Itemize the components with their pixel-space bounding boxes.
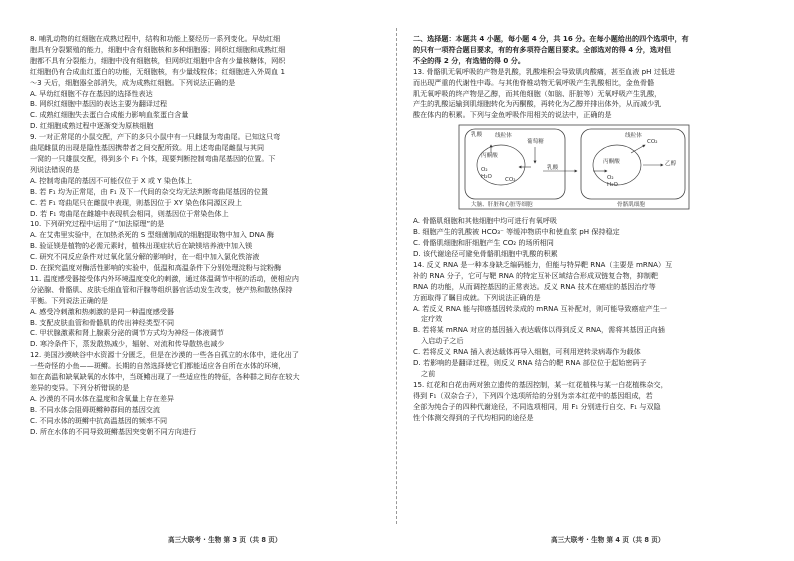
section-line: 的只有一项符合题目要求，有的有多项符合题目要求。全部选对的得 4 分，选对但: [413, 44, 672, 54]
question-13: [413, 67, 763, 260]
q8-line: 胞都不具有分裂能力，细胞中没有细胞核，但网织红细胞中含有少量核糖体，网织: [30, 55, 286, 65]
q10-option-c: C. 研究不同反应条件对过氧化氢分解的影响时，在一组中加入氯化铁溶液: [30, 252, 260, 262]
q14-option-b-cont: 入启动子之后: [421, 336, 464, 346]
question-15: [413, 380, 763, 424]
q14-option-a-cont: 定疗效: [421, 314, 443, 324]
q9-option-a: A. 控制弯曲尾的基因不可能仅位于 X 或 Y 染色体上: [30, 175, 193, 185]
q10-option-b: B. 验证镁是植物的必需元素时，植株出现症状后在缺镁培养液中加入镁: [30, 241, 253, 251]
q11-option-d: D. 寒冷条件下，蒸发散热减少，辐射、对流和传导散热也减少: [30, 339, 225, 349]
cell2-caption: 骨骼肌细胞: [617, 202, 645, 209]
q9-option-b: B. 若 F₁ 均为正常尾，由 F₁ 及下一代间的杂交均无法判断弯曲尾基因的位置: [30, 186, 268, 196]
q14-line: 方面取得了瞩目成就。下列说法正确的是: [413, 292, 541, 302]
q12-line: 差异的变异。下列分析错误的是: [30, 383, 130, 392]
q12-option-a: A. 沙漠的不同水体在温度和含氧量上存在差异: [30, 393, 175, 403]
q14-option-a: A. 若反义 RNA 能与抑癌基因转录成的 mRNA 互补配对，则可能导致癌症产生一: [413, 303, 667, 313]
q12-line: 12. 美国沙漠峡谷中水资源十分匮乏，但是在沙漠的一些各自孤立的水体中，进化出了: [30, 350, 299, 360]
question-9: [30, 132, 380, 219]
q13-option-b: B. 细胞产生的乳酸被 HCO₃⁻ 等缓冲物质中和使血浆 pH 保持稳定: [413, 227, 620, 237]
q14-option-d: D. 若影响的是翻译过程，则反义 RNA 结合的靶 RNA 部位位于起始密码子: [413, 358, 647, 368]
q8-option-a: A. 早幼红细胞不存在基因的选择性表达: [30, 88, 153, 98]
q13-option-a: A. 骨骼肌细胞和其他细胞中均可进行有氧呼吸: [413, 216, 558, 226]
q13-option-d: D. 该代谢途径可避免骨骼肌细胞中乳酸的积累: [413, 248, 558, 258]
q12-line: 如在高温和缺氧缺氧的水体中，当斑鳉出现了一些适应性的特征，各种群之间存在较大: [30, 372, 300, 382]
cell1-mito-label: 线粒体: [495, 133, 512, 140]
q11-line: 平衡。下列说法正确的是: [30, 295, 109, 305]
question-10: [30, 219, 380, 274]
cell2-o2-label: O₂: [607, 175, 614, 182]
q14-line: 补的 RNA 分子，它可与靶 RNA 的特定互补区域结合形成双链复合物，抑制靶: [413, 270, 658, 280]
q15-line: 15. 红花和白花由两对独立遗传的基因控制，某一红花植株与某一白花植株杂交，: [413, 379, 668, 389]
q8-option-b: B. 网织红细胞中基因的表达主要为翻译过程: [30, 99, 168, 109]
q15-line: 全部为纯合子的四种代谢途径，不同选项相同，用 F₁ 分别进行自交、F₁ 与双隐: [413, 401, 661, 411]
q9-line: 9. 一对正常尾的小鼠交配，产下的多只小鼠中有一只雌鼠为弯曲尾。已知这只弯: [30, 132, 281, 142]
cell2-ethanol-label: 乙醇: [665, 161, 677, 168]
cell2-mitochondria: [593, 145, 641, 185]
q11-line: 11. 温度感受器接受体内外环境温度变化的刺激，通过体温调节中枢的活动，使相应内: [30, 273, 299, 283]
page-footer-left: 高三大联考 · 生物 第 3 页（共 8 页）: [168, 536, 282, 544]
q11-option-c: C. 甲状腺激素和肾上腺素分泌的调节方式均为神经－体液调节: [30, 328, 224, 338]
q14-option-b: B. 若将某 mRNA 对应的基因插入表达载体以得到反义 RNA，需将其基因正向插: [413, 325, 665, 335]
metabolism-diagram: [431, 123, 721, 213]
q14-option-d-cont: 之前: [421, 368, 436, 378]
section-line: 二、选择题：本题共 4 小题，每小题 4 分，共 16 分。在每小题给出的四个选项中，有: [413, 34, 689, 43]
q13-option-c: C. 骨骼肌细胞和肝细胞产生 CO₂ 的场所相同: [413, 238, 554, 248]
cell2-mito-label: 线粒体: [625, 133, 642, 140]
q13-line: 产生的乳酸运输到肌细胞转化为丙酮酸，再转化为乙醇并排出体外，从而减少乳: [413, 99, 662, 109]
q13-line: 而出现严重的代谢性中毒。与其他脊椎动物无氧呼吸产生乳酸相比，金鱼骨骼: [413, 77, 655, 87]
q12-option-b: B. 不同水体会阻碍斑鳉种群间的基因交流: [30, 404, 160, 414]
q8-line: 胞具有分裂繁殖的能力，细胞中含有细胞核和多种细胞器；网织红细胞和成熟红细: [30, 44, 286, 54]
q15-line: 性个体测交得到的子代均相同的途径是: [413, 412, 534, 422]
q13-line: 13. 骨骼肌无氧呼吸的产物是乳酸，乳酸堆积会导致肌肉酸痛，甚至血液 pH 过低进: [413, 66, 675, 76]
question-14: [413, 260, 763, 380]
cell1-h2o-label: H₂O: [481, 174, 492, 181]
page-footer-right: 高三大联考 · 生物 第 4 页（共 8 页）: [551, 536, 665, 544]
section-line: 不全的得 2 分，有选错的得 0 分。: [413, 55, 525, 65]
cell1-lactic-label: 乳酸: [471, 132, 483, 139]
diagram-outer-box: [459, 125, 689, 209]
q12-line: 一些奇怪的小鱼——斑鳉。长期的自然选择使它们都能适应各自所在水体的环境，: [30, 361, 286, 371]
question-11: [30, 274, 380, 350]
q11-option-a: A. 感受冷刺激和热刺激的是同一种温度感受器: [30, 306, 175, 316]
q12-option-c: C. 不同水体的斑鳉中抗高温基因的频率不同: [30, 415, 168, 425]
left-column: [30, 34, 380, 438]
q14-option-c: C. 若将反义 RNA 插入表达载体再导入细胞，可利用逆转录病毒作为载体: [413, 347, 641, 357]
section-two-header: [413, 34, 763, 67]
q13-line: 肌无氧呼吸的终产物是乙醇，而其他细胞（如脑、肝脏等）无氧呼吸产生乳酸，: [413, 88, 662, 98]
cell1-co2-label: CO₂: [505, 177, 516, 184]
q14-line: RNA 的功能，从而调控基因的正常表达。反义 RNA 技术在癌症的基因治疗等: [413, 281, 656, 291]
q9-option-d: D. 若 F₁ 弯曲尾在雌雄中表现机会相同，则基因位于常染色体上: [30, 208, 229, 218]
q13-line: 酸在体内的积累。下列与金鱼呼吸作用相关的说法中，正确的是: [413, 110, 612, 120]
q8-option-d: D. 红细胞成熟过程中逐渐变为原核细胞: [30, 121, 154, 131]
cell2-h2o-label: H₂O: [607, 182, 618, 189]
q8-line: 红细胞仍有合成血红蛋白的功能，无细胞核，有少量线粒体；红细胞进入外周血 1: [30, 66, 286, 76]
q10-option-a: A. 在艾弗里实验中，在加热杀死的 S 型细菌制成的细胞提取物中加入 DNA 酶: [30, 230, 275, 240]
q9-line: 曲尾雌鼠的出现是隐性基因携带者之间交配所致。用上述弯曲尾雌鼠与其同: [30, 143, 265, 153]
q8-option-c: C. 成熟红细胞失去蛋白合成能力影响血浆蛋白含量: [30, 110, 189, 120]
q10-line: 10. 下列研究过程中运用了“加法原理”的是: [30, 219, 165, 229]
q8-line: ～3 天后，细胞器全部消失，成为成熟红细胞。下列说法正确的是: [30, 77, 236, 87]
cell1-pyruvate-label: 丙酮酸: [481, 153, 498, 160]
right-column: [413, 34, 763, 423]
q8-line: 8. 哺乳动物的红细胞在成熟过程中，结构和功能上要经历一系列变化。早幼红细: [30, 34, 281, 43]
cell2-pyruvate-label: 丙酮酸: [603, 159, 620, 166]
cell1-o2-label: O₂: [481, 167, 488, 174]
q15-line: 得到 F₁（双杂合子），下列四个选项所给的分别为亲本红花中的基因组成，若: [413, 390, 653, 400]
cell2-co2-label: CO₂: [647, 139, 658, 146]
q12-option-d: D. 所在水体的不同导致斑鳉基因突变朝不同方向进行: [30, 426, 197, 436]
q9-line: 一窝的一只雄鼠交配，得到多个 F₁ 个体，现要判断控制弯曲尾基因的位置。下: [30, 153, 276, 163]
q14-line: 14. 反义 RNA 是一种本身缺乏编码能力，但能与特异靶 RNA（主要是 mRNA）互: [413, 259, 673, 269]
middle-lactic-label: 乳酸: [547, 165, 559, 172]
cell1-caption: 大脑、肝脏和心脏等细胞: [471, 202, 533, 209]
q11-line: 分泌腺、骨骼肌、皮肤毛细血管和汗腺等组织器官活动发生改变，使产热和散热保持: [30, 284, 293, 294]
question-8: [30, 34, 380, 132]
cell1-glucose-label: 葡萄糖: [527, 139, 544, 146]
q10-option-d: D. 在探究温度对酶活性影响的实验中，低温和高温条件下分别处理淀粉与淀粉酶: [30, 263, 282, 273]
question-12: [30, 350, 380, 437]
page-divider: [396, 28, 397, 524]
q9-line: 列说法错误的是: [30, 164, 80, 174]
q11-option-b: B. 支配皮肤血管和骨骼肌的传出神经类型不同: [30, 317, 175, 327]
q9-option-c: C. 若 F₁ 弯曲尾只在雌鼠中表现，则基因位于 XY 染色体同源区段上: [30, 197, 242, 207]
